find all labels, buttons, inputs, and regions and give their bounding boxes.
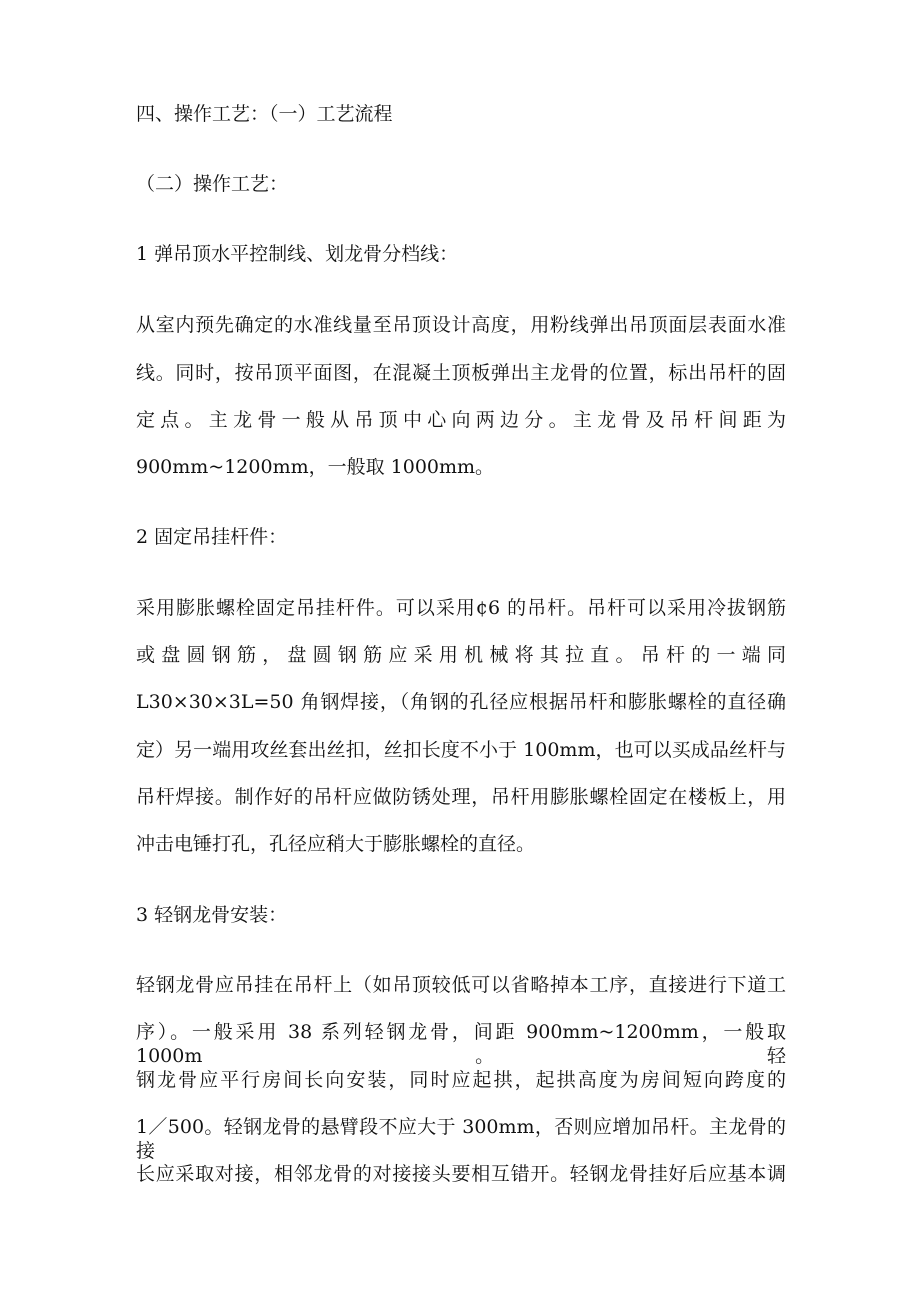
step-1-paragraph-line: 线。同时，按吊顶平面图，在混凝土顶板弹出主龙骨的位置，标出吊杆的固 [136,362,786,384]
step-2-paragraph-line: 或盘圆钢筋，盘圆钢筋应采用机械将其拉直。吊杆的一端同 [136,644,786,666]
step-2-paragraph-line: 定）另一端用攻丝套出丝扣，丝扣长度不小于 100mm，也可以买成品丝杆与 [136,739,786,761]
step-3-paragraph-line: 序）。一般采用 38 系列轻钢龙骨，间距 900mm~1200mm，一般取 1000m。轻 [136,1021,786,1067]
step-1-paragraph-line: 900mm~1200mm，一般取 1000mm。 [136,456,495,478]
section-heading-operation-process: 四、操作工艺：（一）工艺流程 [136,103,393,125]
step-3-paragraph-line: 1／500。轻钢龙骨的悬臂段不应大于 300mm，否则应增加吊杆。主龙骨的接 [136,1116,786,1162]
step-1-paragraph-line: 定点。主龙骨一般从吊顶中心向两边分。主龙骨及吊杆间距为 [136,409,786,431]
step-2-paragraph-line: 冲击电锤打孔，孔径应稍大于膨胀螺栓的直径。 [136,833,536,855]
step-3-title: 3 轻钢龙骨安装： [136,904,288,926]
step-2-title: 2 固定吊挂杆件： [136,526,288,548]
step-1-title: 1 弹吊顶水平控制线、划龙骨分档线： [136,243,459,265]
step-3-paragraph-line: 轻钢龙骨应吊挂在吊杆上（如吊顶较低可以省略掉本工序，直接进行下道工 [136,974,786,996]
step-2-paragraph-line: 采用膨胀螺栓固定吊挂杆件。可以采用¢6 的吊杆。吊杆可以采用冷拔钢筋 [136,597,786,619]
step-1-paragraph-line: 从室内预先确定的水准线量至吊顶设计高度，用粉线弹出吊顶面层表面水准 [136,314,786,336]
step-3-paragraph-line: 长应采取对接，相邻龙骨的对接接头要相互错开。轻钢龙骨挂好后应基本调 [136,1163,786,1185]
subsection-heading-operation-process: （二）操作工艺： [136,173,289,195]
step-2-paragraph-line: L30×30×3L=50 角钢焊接，（角钢的孔径应根据吊杆和膨胀螺栓的直径确 [136,691,786,713]
step-3-paragraph-line: 钢龙骨应平行房间长向安装，同时应起拱，起拱高度为房间短向跨度的 [136,1069,786,1091]
step-2-paragraph-line: 吊杆焊接。制作好的吊杆应做防锈处理，吊杆用膨胀螺栓固定在楼板上，用 [136,786,786,808]
